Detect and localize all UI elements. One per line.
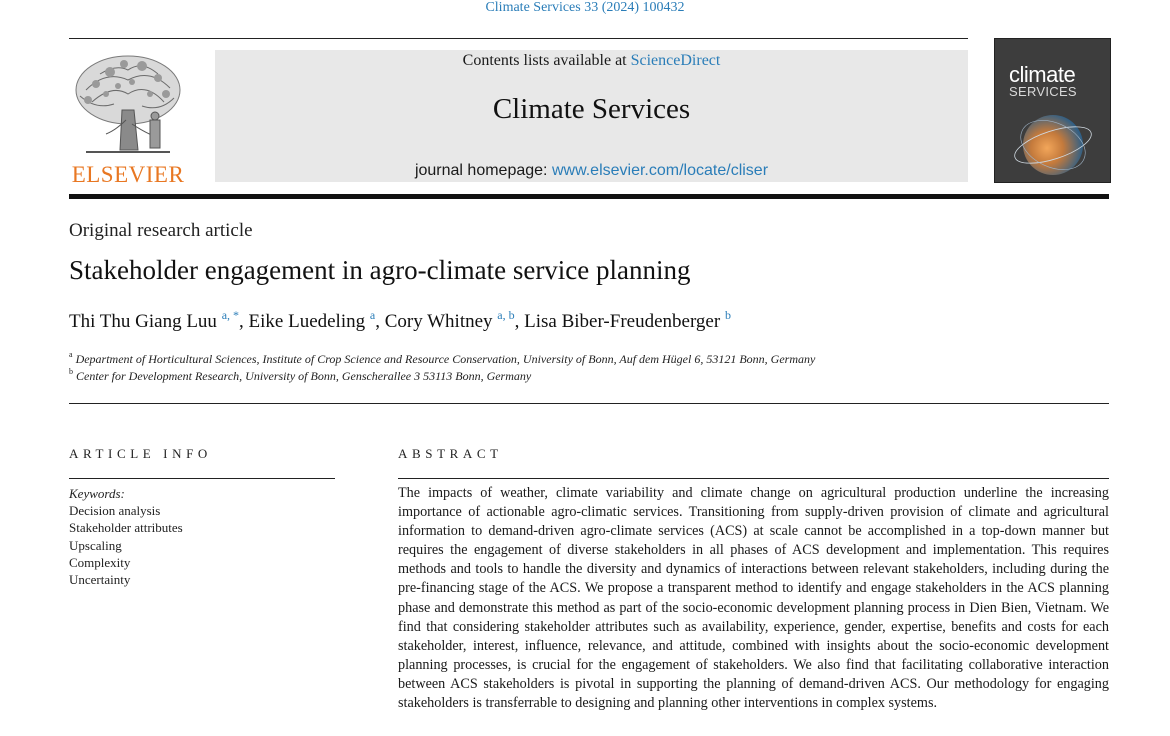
author-list: Thi Thu Giang Luu $^{a, *}$, Eike Luedeling $^a$, Cory Whitney $^{a, b}$, Lisa Biber-Freudenberger $^b$ (69, 308, 731, 332)
keyword-item: Uncertainty (69, 572, 131, 588)
sciencedirect-link[interactable]: ScienceDirect (630, 52, 721, 69)
abstract-divider (398, 478, 1109, 479)
affiliation: $^a$ Department of Horticultural Sciences, Institute of Crop Science and Resource Conservation, University of Bonn, Auf dem Hügel 6, 53121 Bonn, Germany (69, 350, 816, 366)
author-name[interactable]: Eike Luedeling (248, 311, 366, 332)
journal-cover[interactable] (994, 38, 1111, 183)
publisher-logo[interactable] (66, 50, 190, 186)
keywords-block (69, 485, 183, 588)
elsevier-tree-icon (66, 50, 190, 160)
contents-line: Contents lists available at ScienceDirect (462, 52, 721, 69)
article-title: Stakeholder engagement in agro-climate service planning (69, 255, 691, 285)
header-divider (69, 38, 968, 39)
author-affiliation-mark[interactable]: b (724, 308, 731, 322)
article-info-heading: ARTICLE INFO (69, 446, 212, 461)
article-info-divider (69, 478, 335, 479)
journal-citation[interactable]: Climate Services 33 (2024) 100432 (485, 0, 685, 15)
abstract-text: The impacts of weather, climate variability and climate change on agricultural production underline the increasing importance of actionable agro-climatic services. Transitioning from supply-driven provision of climate and agricultural information to demand-driven agro-climate services (ACS) at scale cannot be accomplished in a top-down manner but requires the engagement of diverse stakeholders in all phases of ACS development and implementation. This requires methods and tools to handle the diversity and dynamics of interactions between relevant stakeholders, including during the pre-financing stage of the ACS. We propose a transparent method to identify and engage stakeholders in the ACS planning phase and demonstrate this method as part of the socio-economic development planning process in Dien Bien, Vietnam. We find that considering stakeholder attributes such as availability, experience, gender, expertise, benefits and costs for each stakeholder, interest, influence, relevance, and attitude, combined with insights about the socio-economic development planning processes, is crucial for the engagement of stakeholders. We also find that facilitating collaborative interaction between ACS stakeholders is pivotal in supporting the planning of demand-driven ACS. Our methodology for engaging stakeholders is transferrable to designing and planning other interventions in complex systems. (398, 485, 1109, 712)
affiliation-mark: a (69, 350, 73, 359)
publisher-name: ELSEVIER (71, 162, 185, 187)
keyword-item: Complexity (69, 554, 131, 570)
journal-banner (215, 50, 968, 182)
abstract-heading: ABSTRACT (398, 446, 503, 461)
author-name[interactable]: Thi Thu Giang Luu (69, 311, 217, 332)
section-divider (69, 403, 1109, 404)
article-type: Original research article (69, 220, 253, 241)
cover-title: climate (1009, 62, 1076, 87)
author-affiliation-mark[interactable]: a, * (221, 308, 240, 322)
keyword-item: Stakeholder attributes (69, 520, 183, 536)
author-name[interactable]: Lisa Biber-Freudenberger (524, 311, 721, 332)
affiliation-mark: b (69, 367, 73, 376)
keyword-item: Decision analysis (69, 503, 161, 519)
keywords-label: Keywords: (69, 486, 125, 501)
cover-subtitle: SERVICES (1009, 84, 1077, 99)
homepage-line: journal homepage: www.elsevier.com/locate/cliser (414, 162, 769, 179)
keyword-item: Upscaling (69, 537, 122, 553)
author-affiliation-mark[interactable]: a (369, 308, 376, 322)
journal-homepage-link[interactable]: www.elsevier.com/locate/cliser (551, 162, 769, 179)
cover-globe-icon (1007, 109, 1099, 179)
author-affiliation-mark[interactable]: a, b (497, 308, 515, 322)
journal-title: Climate Services (492, 93, 691, 125)
header-thick-rule (69, 194, 1109, 199)
affiliation: $^b$ Center for Development Research, University of Bonn, Genscherallee 3 53113 Bonn, Germany (69, 367, 532, 383)
author-name[interactable]: Cory Whitney (384, 311, 493, 332)
